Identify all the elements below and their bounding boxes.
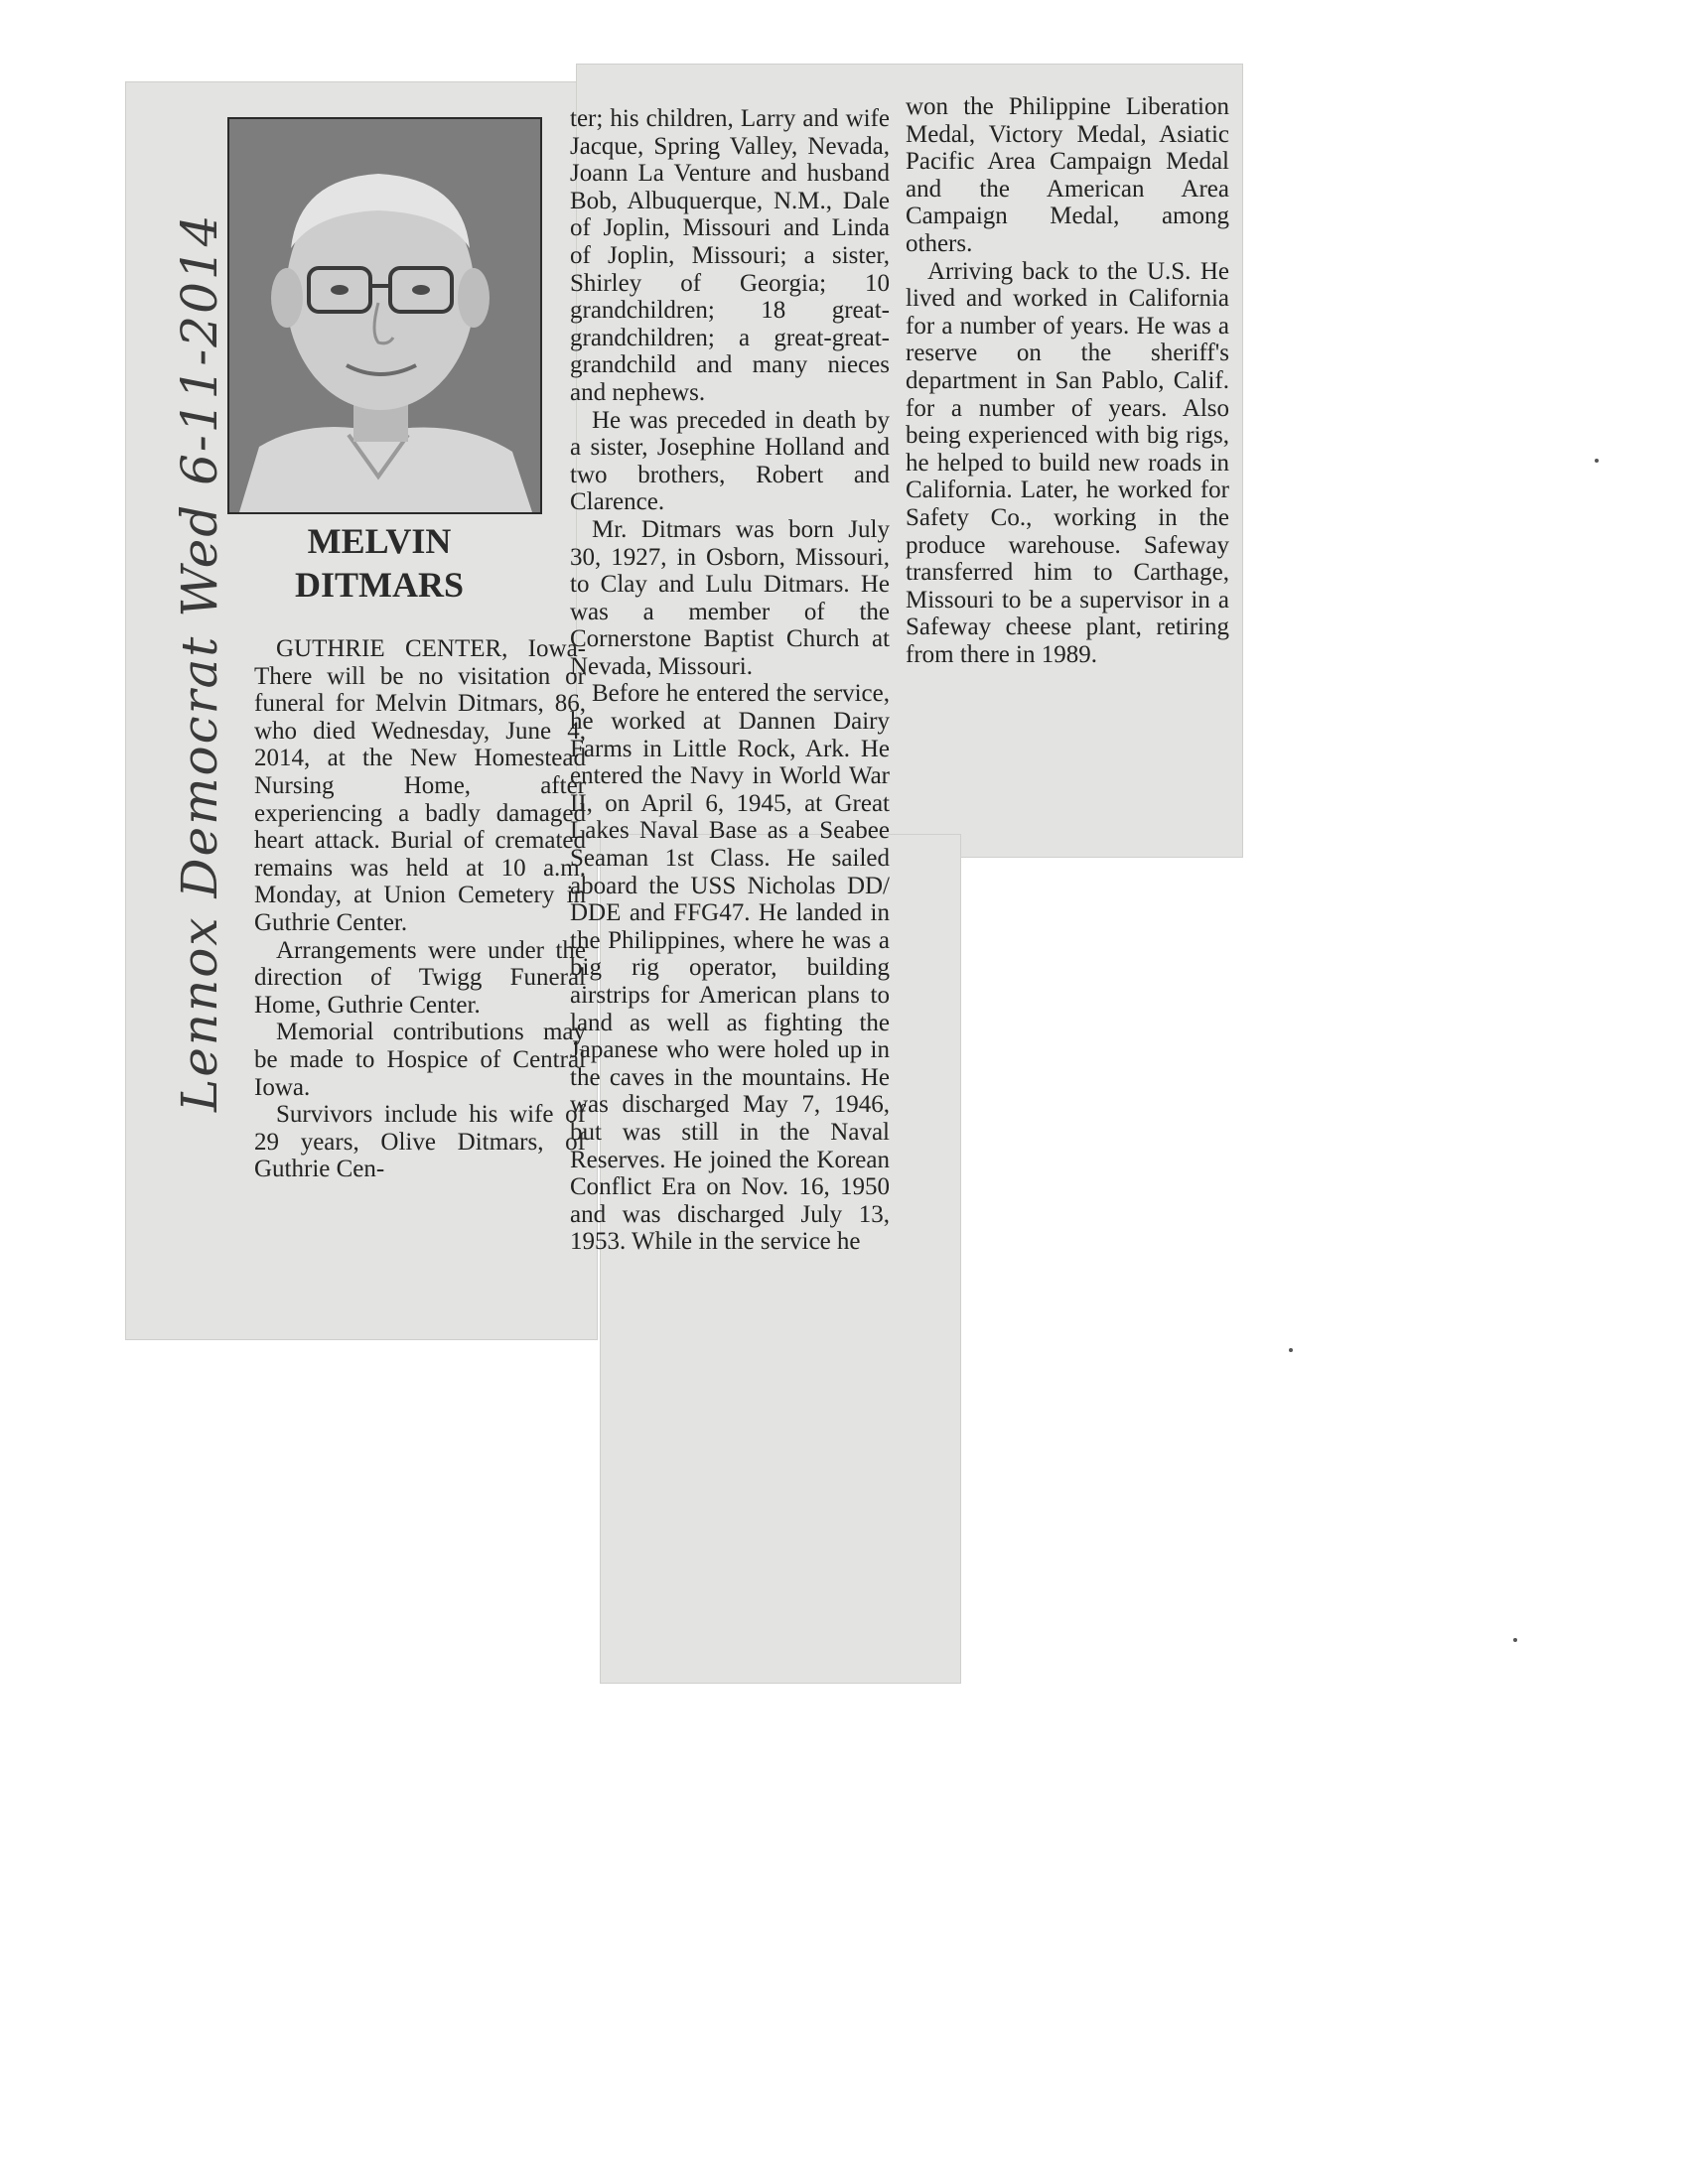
paragraph: Memorial contributions may be made to Hospice of Central Iowa. xyxy=(254,1019,586,1101)
paragraph: He was preceded in death by a sister, Josephine Holland and two brothers, Robert and Clarence. xyxy=(570,406,890,516)
paragraph: ter; his children, Larry and wife Jacque, Spring Valley, Nevada, Joann La Venture and husband Bob, Albuquerque, N.M., Dale of Joplin, Missouri and Linda of Joplin, Missouri; a sister, Shirley of Georgia; 10 grandchildren; 18 great-grandchildren; a great-great-grandchild and many nieces and nephews. xyxy=(570,105,890,406)
obituary-column-2 xyxy=(570,105,890,1256)
paragraph: Before he entered the service, he worked at Dannen Dairy Farms in Little Rock, Ark. He entered the Navy in World War II, on April 6, 1945, at Great Lakes Naval Base as a Seabee Seaman 1st Class. He sailed aboard the USS Nicholas DD/ DDE and FFG47. He landed in the Philippines, where he was a big rig operator, building airstrips for American plans to land as well as fighting the Japanese who were holed up in the caves in the mountains. He was discharged May 7, 1946, but was still in the Naval Reserves. He joined the Korean Conflict Era on Nov. 16, 1950 and was discharged July 13, 1953. While in the service he xyxy=(570,680,890,1256)
scan-speck xyxy=(1595,459,1599,463)
paragraph: GUTHRIE CENTER, Iowa-There will be no visitation or funeral for Melvin Ditmars, 86, who died Wednesday, June 4, 2014, at the New Homestead Nursing Home, after experiencing a badly damaged heart attack. Burial of cremated remains was held at 10 a.m. Monday, at Union Cemetery in Guthrie Center. xyxy=(254,635,586,936)
paragraph: Mr. Ditmars was born July 30, 1927, in Osborn, Missouri, to Clay and Lulu Ditmars. He was a member of the Cornerstone Baptist Church at Nevada, Missouri. xyxy=(570,515,890,680)
obituary-column-1 xyxy=(254,635,586,1183)
obituary-column-3 xyxy=(906,93,1229,668)
paragraph: won the Philippine Liberation Medal, Victory Medal, Asiatic Pacific Area Campaign Medal and the American Area Campaign Medal, among others. xyxy=(906,93,1229,257)
scan-speck xyxy=(1513,1638,1517,1642)
obituary-name-last: DITMARS xyxy=(294,565,464,605)
handwritten-text: Lennox Democrat Wed 6-11-2014 xyxy=(171,212,228,1112)
paragraph: Survivors include his wife of 29 years, Olive Ditmars, of Guthrie Cen- xyxy=(254,1101,586,1183)
paragraph: Arriving back to the U.S. He lived and worked in California for a number of years. He was a reserve on the sheriff's department in San Pablo, Calif. for a number of years. Also being experienced with big rigs, he helped to build new roads in California. Later, he worked for Safety Co., working in the produce warehouse. Safeway transferred him to Carthage, Missouri to be a supervisor in a Safeway cheese plant, retiring from there in 1989. xyxy=(906,257,1229,668)
obituary-name-first: MELVIN xyxy=(307,521,452,561)
portrait-photo xyxy=(227,117,542,514)
paragraph: Arrangements were under the direction of Twigg Funeral Home, Guthrie Center. xyxy=(254,936,586,1019)
scan-speck xyxy=(1289,1348,1293,1352)
